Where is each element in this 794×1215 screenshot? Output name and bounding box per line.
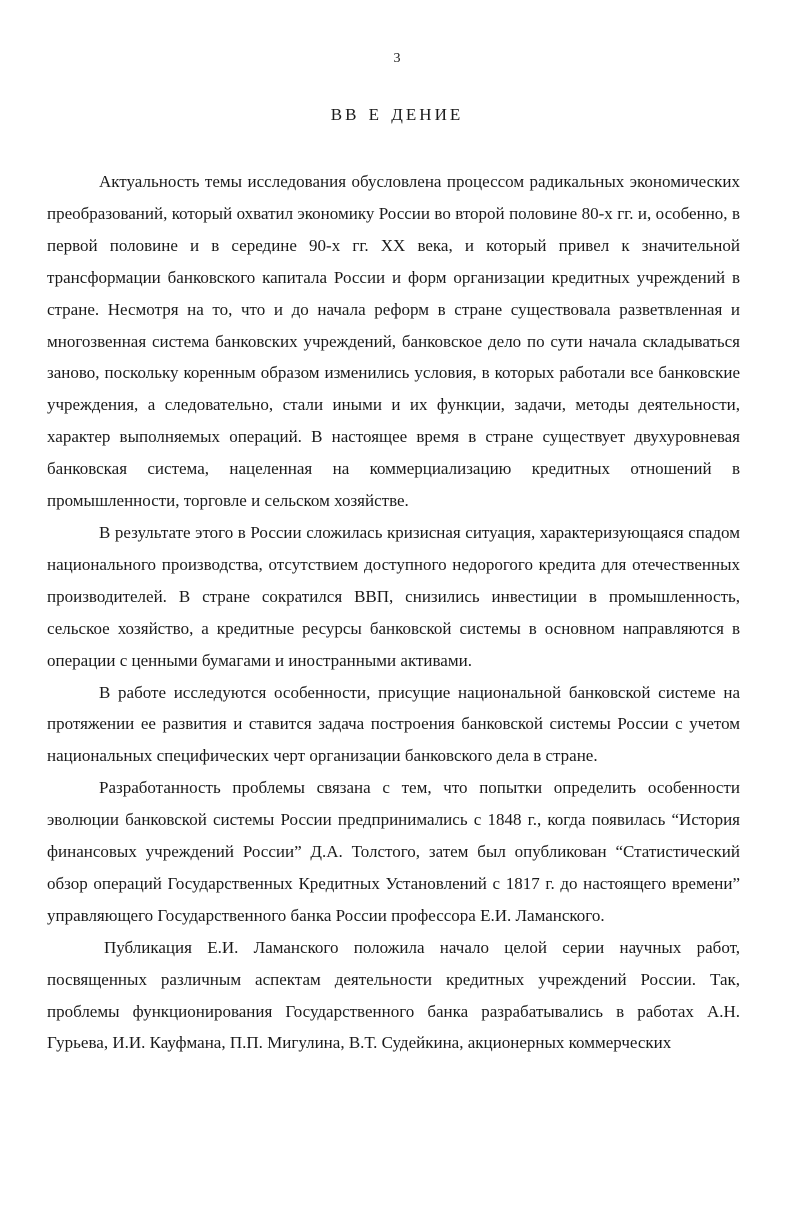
- page-title: ВВ Е ДЕНИЕ: [330, 105, 464, 124]
- paragraph-publications: Публикация Е.И. Ламанского положила начало целой серии научных работ, посвященных различным аспектам деятельности кредитных учреждений России. Так, проблемы функционирования Государственного банка разрабатывались в работах А.Н. Гурьева, И.И. Кауфмана, П.П. Мигулина, В.Т. Судейкина, акционерных коммерческих: [47, 937, 740, 1053]
- paragraph-literature-review: Разработанность проблемы связана с тем, что попытки определить особенности эволюции банковской системы России предпринимались с 1848 г., когда появилась “История финансовых учреждений России” Д.А. Толстого, затем был опубликован “Статистический обзор операций Государственных Кредитных Установлений с 1817 г. до настоящего времени” управляющего Государственного банка России профессора Е.И. Ламанского.: [47, 778, 740, 925]
- body-text: [47, 166, 740, 1059]
- paragraph-crisis: В результате этого в России сложилась кризисная ситуация, характеризующаяся спадом национального производства, отсутствием доступного недорогого кредита для отечественных производителей. В стране сократился ВВП, снизились инвестиции в промышленность, сельское хозяйство, а кредитные ресурсы банковской системы в основном направляются в операции с ценными бумагами и иностранными активами.: [47, 522, 740, 670]
- paragraph-relevance: Актуальность темы исследования обусловлена процессом радикальных экономических преобразований, который охватил экономику России во второй половине 80-х гг. и, особенно, в первой половине и в середине 90-х гг. XX века, и который привел к значительной трансформации банковского капитала России и форм организации кредитных учреждений в стране. Несмотря на то, что и до начала реформ в стране существовала разветвленная и многозвенная система банковских учреждений, банковское дело по сути начала складываться заново, поскольку коренным образом изменились условия, в которых работали все банковские учреждения, а следовательно, стали иными и их функции, задачи, методы деятельности, характер выполняемых операций. В настоящее время в стране существует двухуровневая банковская система, нацеленная на коммерциализацию кредитных отношений в промышленности, торговле и сельском хозяйстве.: [47, 172, 740, 511]
- paragraph-research-goal: В работе исследуются особенности, присущие национальной банковской системе на протяжении ее развития и ставится задача построения банковской системы России с учетом национальных специфических черт организации банковского дела в стране.: [47, 682, 740, 766]
- page-number: 3: [393, 51, 401, 66]
